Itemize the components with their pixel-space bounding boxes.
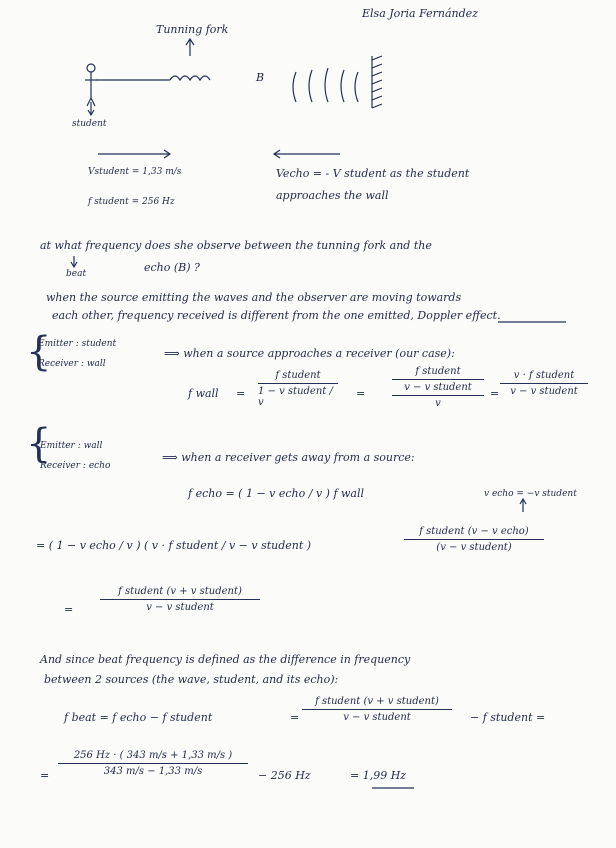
- case2-line2-left: = ( 1 − v echo / v ) ( v · f student / v − v student ): [36, 539, 312, 552]
- case1-receiver: Receiver : wall: [38, 359, 106, 369]
- beat-calc-num: 256 Hz · ( 343 m/s + 1,33 m/s ): [73, 750, 233, 761]
- beat-calc-eq: =: [40, 769, 50, 782]
- question-line-1: at what frequency does she observe between the tunning fork and the: [40, 239, 432, 252]
- case1-f2-den: v − v student: [404, 382, 472, 393]
- case1-f1-den: 1 − v student / v: [258, 386, 333, 408]
- case1-fraction-2: [392, 366, 484, 409]
- case1-f3-num: v · f student: [513, 370, 575, 381]
- beat-formula-den: v − v student: [343, 712, 411, 723]
- case2-receiver: Receiver : echo: [40, 461, 111, 471]
- intro-line-2: each other, frequency received is different from the one emitted, Doppler effect.: [52, 309, 501, 322]
- case1-f3-den: v − v student: [510, 386, 578, 397]
- f-student-given: f student = 256 Hz: [88, 197, 175, 207]
- beat-formula-num: f student (v + v student): [315, 696, 439, 707]
- case1-lhs: f wall: [188, 387, 219, 400]
- beat-word: beat: [66, 269, 87, 279]
- beat-formula-frac: [302, 696, 452, 723]
- question-line-2: echo (B) ?: [144, 261, 200, 274]
- v-echo-given-1: Vecho = - V student as the student: [276, 167, 470, 180]
- beat-line-1: And since beat frequency is defined as the difference in frequency: [40, 653, 411, 666]
- case1-f2-den2: v: [435, 398, 441, 409]
- case1-eq-3: =: [490, 387, 500, 400]
- case2-line2-right-num: f student (v − v echo): [419, 526, 529, 537]
- case1-fraction-3: [500, 370, 588, 397]
- v-student-given: Vstudent = 1,33 m/s: [88, 167, 182, 177]
- fork-label: Tunning fork: [156, 23, 229, 36]
- case2-line2-right-den: (v − v student): [436, 542, 512, 553]
- case1-arrow-text: ⟹ when a source approaches a receiver (our case):: [164, 347, 455, 360]
- beat-calc-den: 343 m/s − 1,33 m/s: [103, 766, 203, 777]
- case1-brace: {: [26, 329, 52, 375]
- beat-formula-lhs: f beat = f echo − f student: [64, 711, 213, 724]
- case2-line3-den: v − v student: [146, 602, 214, 613]
- beat-line-2: between 2 sources (the wave, student, and its echo):: [44, 673, 339, 686]
- case2-line2-right: [404, 526, 544, 553]
- case2-line3-num: f student (v + v student): [118, 586, 242, 597]
- v-echo-given-2: approaches the wall: [276, 189, 389, 202]
- beat-eq: =: [290, 711, 300, 724]
- case2-emitter: Emitter : wall: [40, 441, 103, 451]
- case1-eq-1: =: [236, 387, 246, 400]
- case2-note: v echo = −v student: [484, 489, 577, 499]
- case2-line3: [100, 586, 260, 613]
- beat-calc-frac: [58, 750, 248, 777]
- case1-f1-num: f student: [275, 370, 321, 381]
- case1-f2-num: f student: [415, 366, 461, 377]
- student-label: student: [72, 119, 107, 129]
- case2-formula: f echo = ( 1 − v echo / v ) f wall: [188, 487, 365, 500]
- intro-line-1: when the source emitting the waves and the observer are moving towards: [46, 291, 462, 304]
- case2-arrow-text: ⟹ when a receiver gets away from a source:: [162, 451, 415, 464]
- beat-calc-tail: − 256 Hz: [258, 769, 311, 782]
- case1-emitter: Emitter : student: [38, 339, 117, 349]
- b-label: B: [256, 71, 265, 84]
- case1-eq-2: =: [356, 387, 366, 400]
- beat-formula-tail: − f student =: [470, 711, 546, 724]
- case2-eq: =: [64, 603, 74, 616]
- beat-result: = 1,99 Hz: [350, 769, 407, 782]
- case1-fraction-1: [258, 370, 338, 408]
- case2-brace: {: [26, 421, 52, 467]
- author-name: Elsa Joria Fernández: [362, 7, 478, 20]
